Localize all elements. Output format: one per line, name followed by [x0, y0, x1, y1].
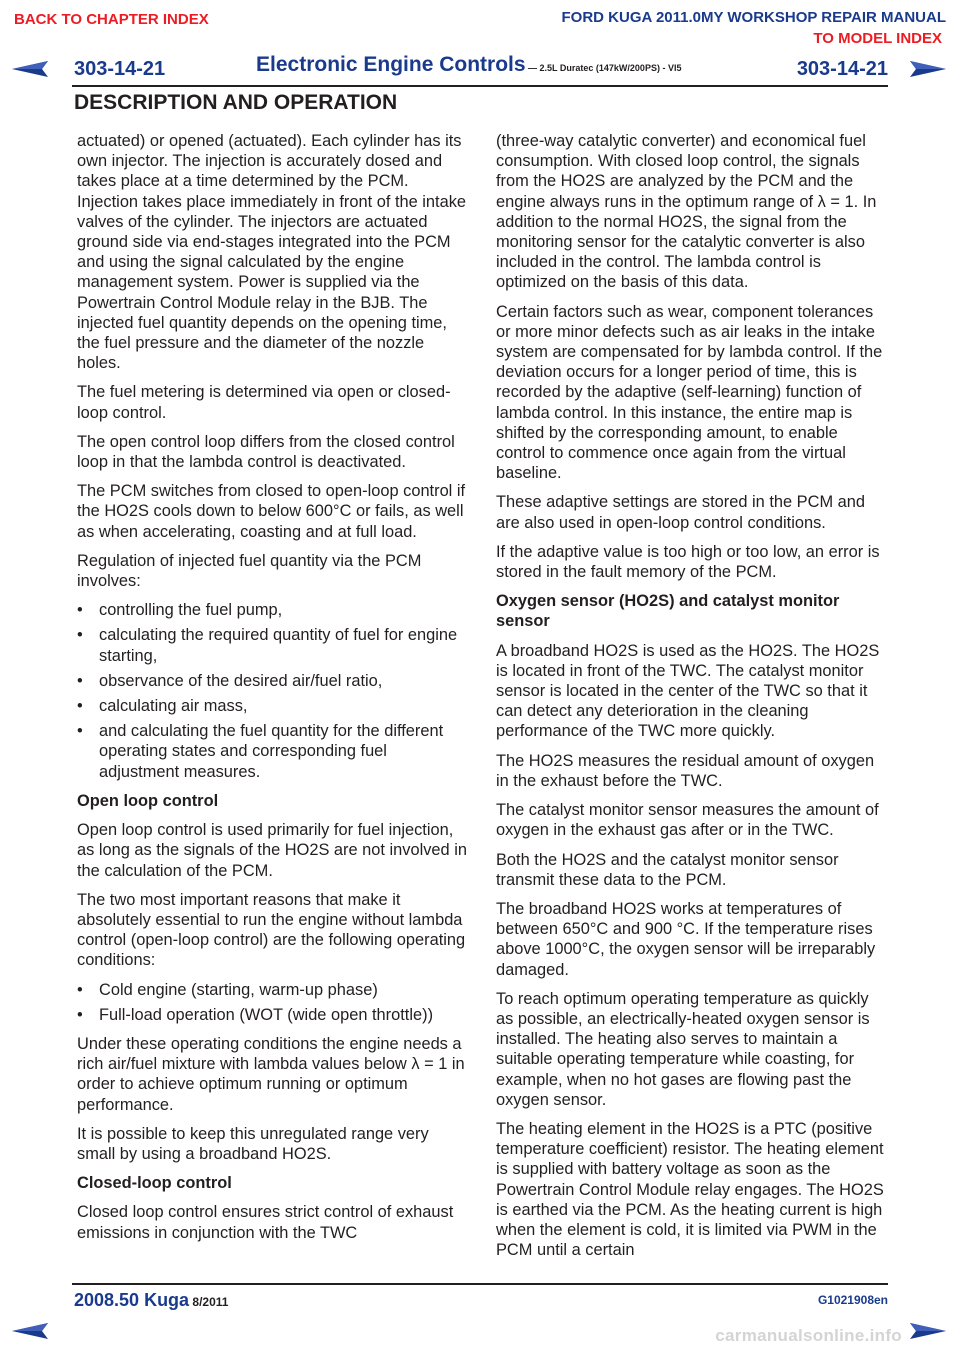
paragraph: The HO2S measures the residual amount of oxygen in the exhaust before the TWC.	[496, 751, 875, 790]
chapter-title-block	[256, 53, 716, 77]
paragraph: The catalyst monitor sensor measures the amount of oxygen in the exhaust gas after or in the TWC.	[496, 801, 879, 840]
list-item: • calculating air mass,	[77, 696, 467, 716]
list-item: • and calculating the fuel quantity for the different operating states and corresponding fuel adjustment measures.	[77, 721, 467, 782]
footer-date: 8/2011	[189, 1295, 229, 1309]
paragraph: Regulation of injected fuel quantity via the PCM involves:	[77, 551, 422, 591]
paragraph: The fuel metering is determined via open or closed-loop control.	[77, 383, 451, 422]
paragraph: If the adaptive value is too high or too low, an error is stored in the fault memory of the PCM.	[496, 542, 880, 582]
previous-page-arrow-icon[interactable]	[10, 1320, 50, 1342]
paragraph: These adaptive settings are stored in the PCM and are also used in open-loop control conditions.	[496, 493, 865, 532]
back-to-chapter-index-link[interactable]: BACK TO CHAPTER INDEX	[14, 11, 209, 28]
to-model-index-link[interactable]: TO MODEL INDEX	[813, 30, 942, 47]
paragraph: Open loop control is used primarily for fuel injection, as long as the signals of the HO2S are not involved in the calculation of the PCM.	[77, 821, 467, 880]
paragraph: actuated) or opened (actuated). Each cylinder has its own injector. The injection is accurately dosed and takes place at a time determined by the PCM. Injection takes place immediately in front of the intake valves of the cylinder. The injectors are actuated ground side via end-stages integrated into the PCM and using the signal calculated by the engine management system. Power is supplied via the Powertrain Control Module relay in the BJB. The injected fuel quantity depends on the opening time, the fuel pressure and the diameter of the nozzle holes.	[77, 132, 467, 373]
chapter-subtitle: — 2.5L Duratec (147kW/200PS) - VI5	[525, 63, 682, 73]
next-page-arrow-icon[interactable]	[908, 1320, 948, 1342]
list-item: • Full-load operation (WOT (wide open throttle))	[77, 1005, 467, 1025]
right-column	[496, 131, 886, 1269]
paragraph: The two most important reasons that make it absolutely essential to run the engine without lambda control (open-loop control) are the following operating conditions:	[77, 890, 466, 970]
paragraph: (three-way catalytic converter) and economical fuel consumption. With closed loop control, the signals from the HO2S are analyzed by the PCM and the engine always runs in the optimum range of λ = 1. In addition to the normal HO2S, the signal from the monitoring sensor for the catalytic converter is also included in the control. The lambda control is optimized on the basis of this data.	[496, 132, 877, 292]
left-column	[77, 131, 467, 1252]
header-rule	[72, 85, 888, 87]
bullet-list	[77, 980, 467, 1025]
paragraph: Closed loop control ensures strict control of exhaust emissions in conjunction with the TWC	[77, 1203, 454, 1242]
next-page-arrow-icon[interactable]	[908, 58, 948, 80]
paragraph: A broadband HO2S is used as the HO2S. The HO2S is located in front of the TWC. The catalyst monitor sensor is located in the center of the TWC so that it can detect any deterioration in the cleaning performance of the TWC more quickly.	[496, 641, 880, 741]
manual-title: FORD KUGA 2011.0MY WORKSHOP REPAIR MANUAL	[561, 9, 946, 26]
subheading: Closed-loop control	[77, 1174, 232, 1193]
paragraph: The heating element in the HO2S is a PTC (positive temperature coefficient) resistor. The heating element is supplied with battery voltage as soon as the Powertrain Control Module relay engages. The HO2S is earthed via the PCM. As the heating current is high when the element is cold, it is limited via PWM in the PCM until a certain	[496, 1119, 884, 1260]
list-item: • observance of the desired air/fuel ratio,	[77, 671, 467, 691]
paragraph: The open control loop differs from the closed control loop in that the lambda control is deactivated.	[77, 432, 455, 472]
watermark: carmanualsonline.info	[715, 1326, 902, 1345]
footer-rule	[72, 1283, 888, 1285]
subheading: Open loop control	[77, 791, 219, 810]
section-heading: DESCRIPTION AND OPERATION	[74, 91, 398, 114]
page-number-left: 303-14-21	[74, 58, 166, 80]
list-item: • Cold engine (starting, warm-up phase)	[77, 980, 467, 1000]
list-item: • controlling the fuel pump,	[77, 600, 467, 620]
paragraph: Both the HO2S and the catalyst monitor sensor transmit these data to the PCM.	[496, 850, 839, 889]
bullet-list	[77, 600, 467, 782]
document-id: G1021908en	[817, 1293, 888, 1307]
list-item: • calculating the required quantity of fuel for engine starting,	[77, 625, 467, 665]
paragraph: Certain factors such as wear, component tolerances or more minor defects such as air leaks in the intake system are compensated for by lambda control. If the deviation occurs for a longer period of time, this is recorded by the adaptive (self-learning) function of lambda control. In this instance, the entire map is shifted by the corresponding amount, to enable control to commence once again from the virtual baseline.	[496, 302, 883, 483]
footer-model: 2008.50 Kuga	[74, 1290, 190, 1310]
paragraph: Under these operating conditions the engine needs a rich air/fuel mixture with lambda values below λ = 1 in order to achieve optimum running or optimum performance.	[77, 1034, 465, 1114]
page-number-right: 303-14-21	[796, 58, 888, 80]
paragraph: The PCM switches from closed to open-loop control if the HO2S cools down to below 600°C or fails, as well as when accelerating, coasting and at full load.	[77, 482, 466, 541]
subheading: Oxygen sensor (HO2S) and catalyst monitor sensor	[496, 592, 840, 631]
paragraph: It is possible to keep this unregulated range very small by using a broadband HO2S.	[77, 1124, 429, 1163]
footer-model-block	[74, 1290, 228, 1311]
paragraph: The broadband HO2S works at temperatures of between 650°C and 900 °C. If the temperature rises above 1000°C, the oxygen sensor will be irreparably damaged.	[496, 899, 876, 979]
previous-page-arrow-icon[interactable]	[10, 58, 50, 80]
chapter-title: Electronic Engine Controls	[256, 53, 526, 76]
paragraph: To reach optimum operating temperature as quickly as possible, an electrically-heated oxygen sensor is installed. The heating also serves to maintain a suitable operating temperature while coasting, for example, when no hot gases are flowing past the oxygen sensor.	[496, 989, 870, 1109]
